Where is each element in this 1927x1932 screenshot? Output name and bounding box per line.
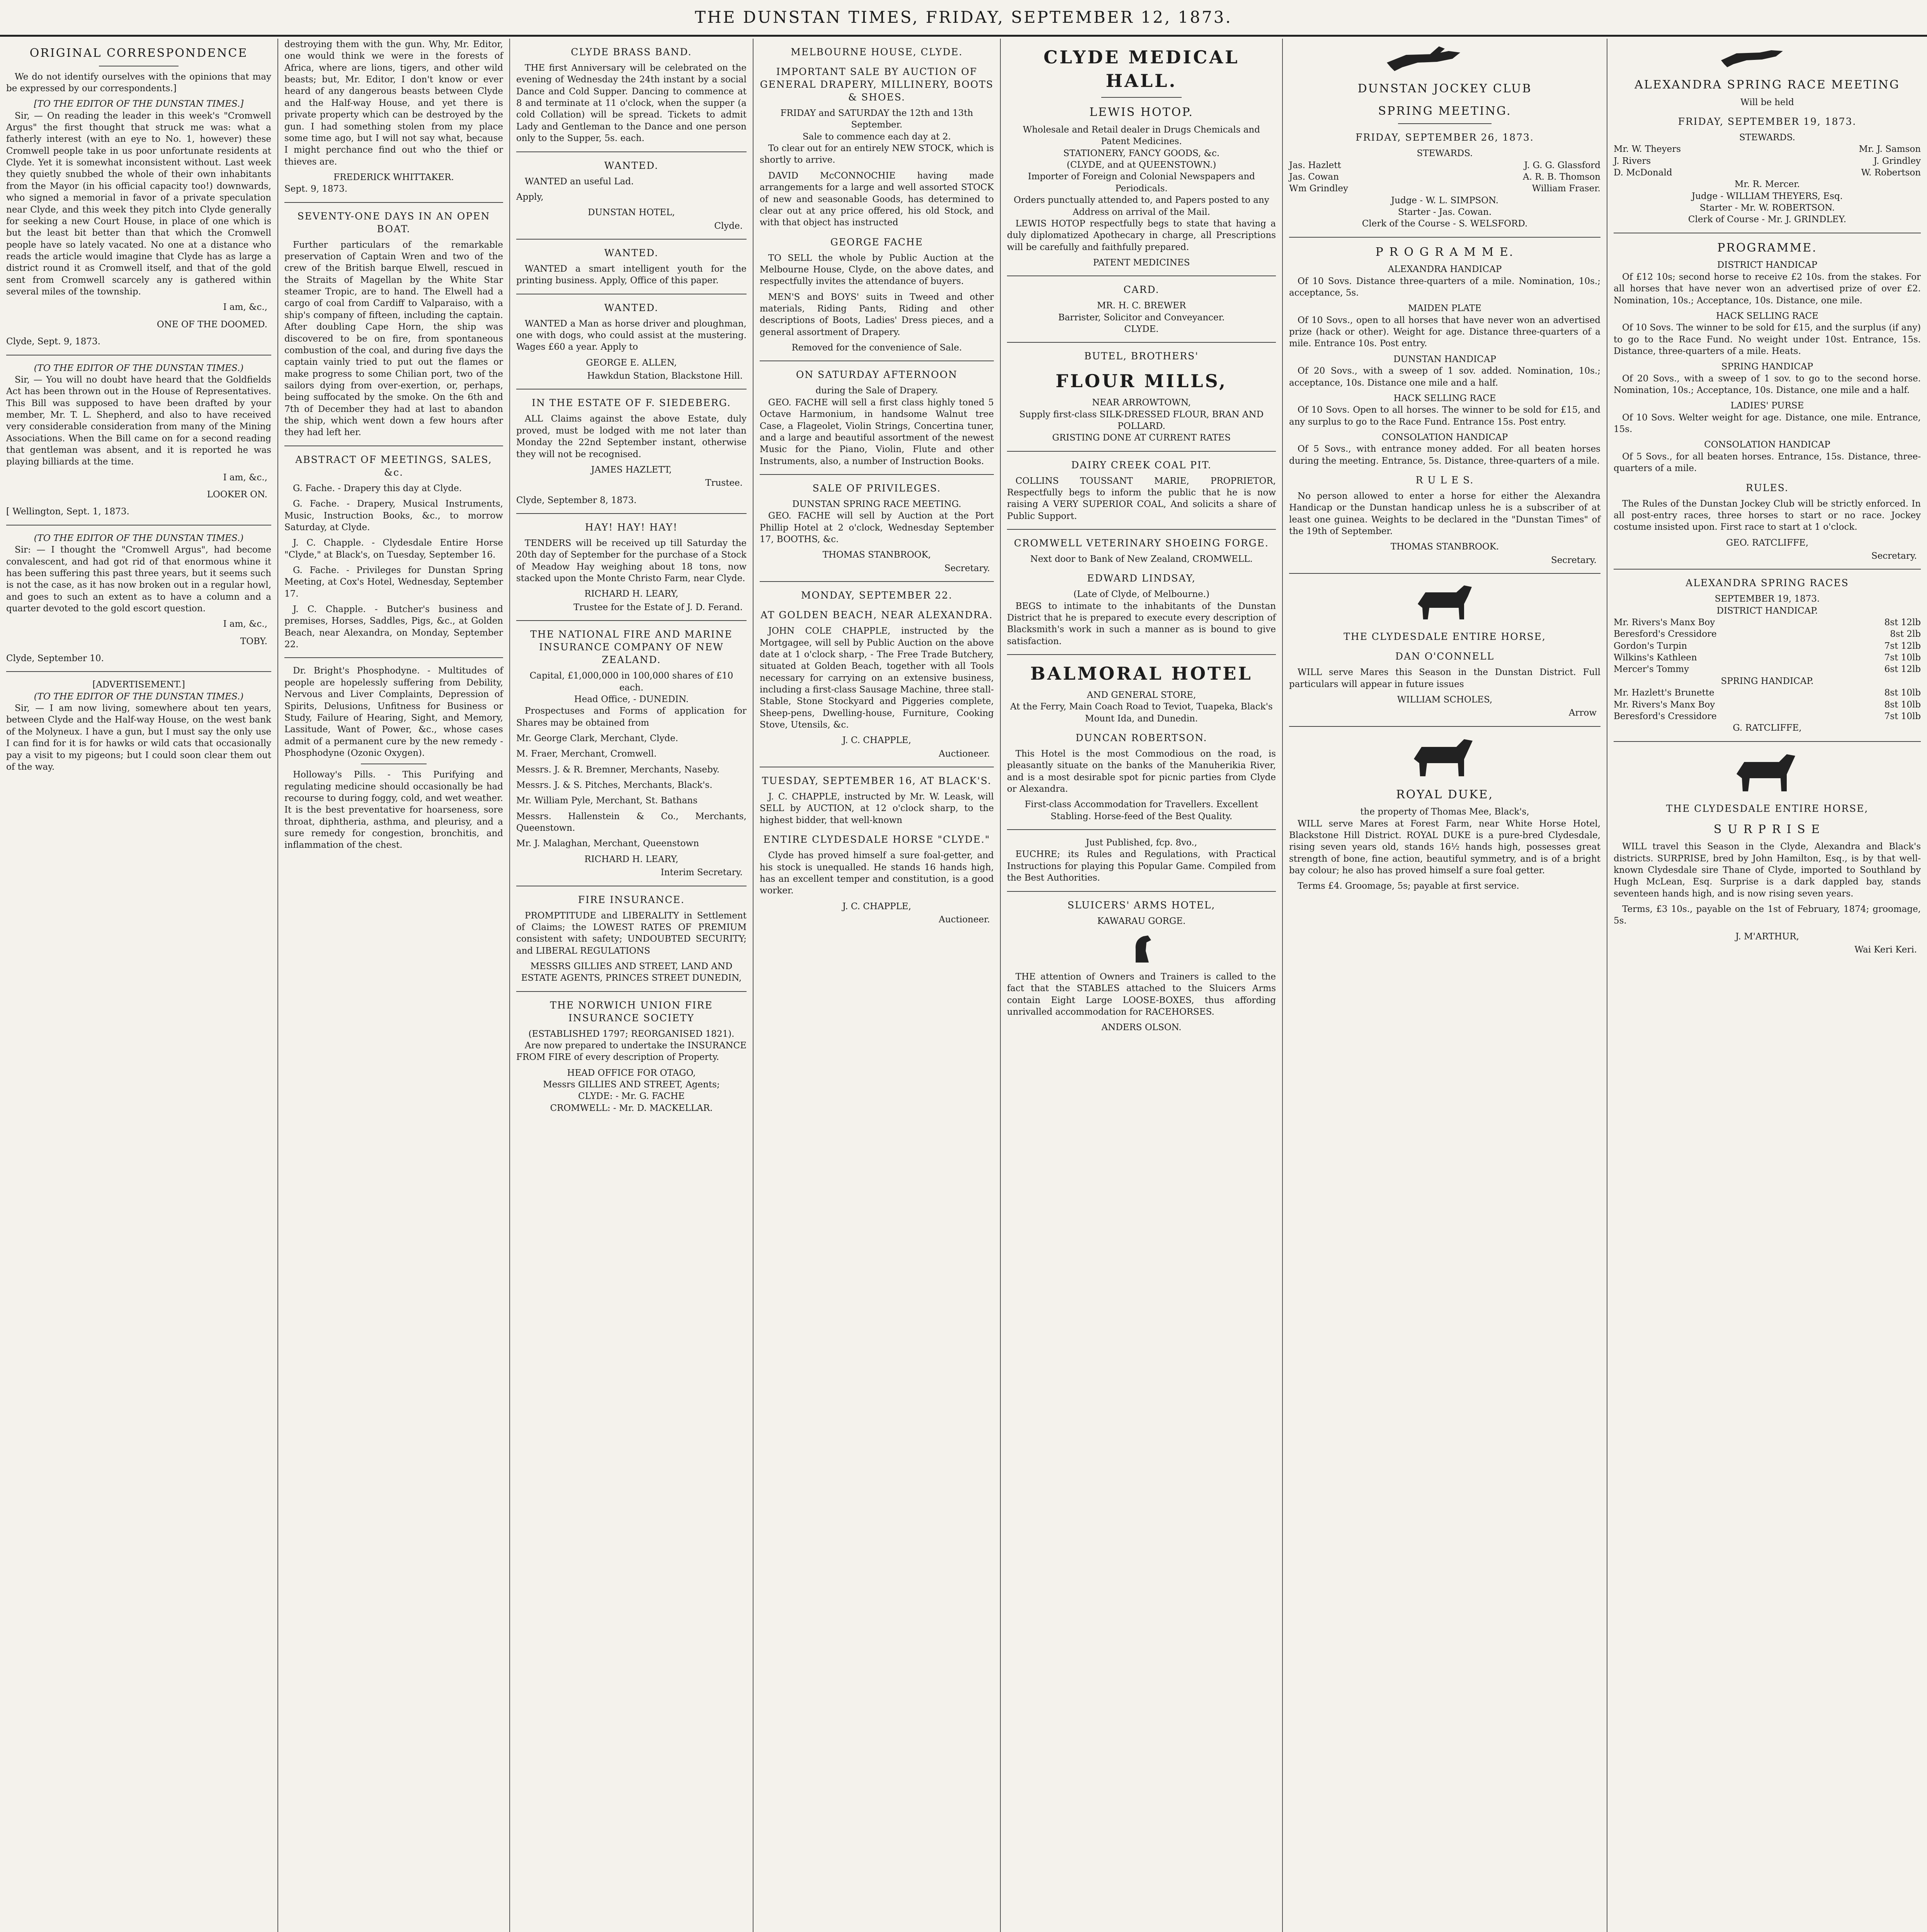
auctioneer-name: GEORGE FACHE [830,236,924,248]
letter-close: I am, &c., [223,302,267,313]
divider [760,474,994,475]
race-text: Of 20 Sovs., with a sweep of 1 sov. to go to the second horse. Nomination, 10s.; Acceptance, 10s. Distance, one mile and a half. [1614,373,1921,396]
entry-weight: 8st 12lb [1884,617,1921,628]
music-body: GEO. FACHE will sell a first class highly toned 5 Octave Harmonium, in handsome Walnut tree Case, a Flageolet, Violin Strings, Concertina tuner, and a large and beautiful assortment of the newest Music for the Piano, Violin, Flute and other Instruments, also, a number of Instruction Books. [760,397,994,466]
hotop-stationery: STATIONERY, FANCY GOODS, &c. [1063,148,1220,158]
masthead: THE DUNSTAN TIMES, FRIDAY, SEPTEMBER 12, 1873. [0,0,1927,37]
royal-duke-terms: Terms £4. Groomage, 5s; payable at first service. [1298,881,1519,891]
divider [1101,97,1182,98]
letter-close: I am, &c., [223,472,267,483]
brewer-place: CLYDE. [1124,324,1159,335]
hotop-sub: Wholesale and Retail dealer in Drugs Chemicals and Patent Medicines. [1023,125,1260,147]
entry-horse: Mr. Rivers's Manx Boy [1614,699,1715,710]
steward-extra: Mr. R. Mercer. [1734,179,1800,190]
divider [1007,529,1276,530]
handicap-entry [1614,640,1921,652]
coal-heading: DAIRY CREEK COAL PIT. [1071,459,1212,471]
race-text: Of 10 Sovs. Welter weight for age. Distance, one mile. Entrance, 15s. [1614,412,1921,435]
flour-heading: FLOUR MILLS, [1055,371,1228,392]
letter-body: Sir, — I am now living, somewhere about ten years, between Clyde and the Half-way House, on the west bank of the Molyneux. I have a gun, but I must say the only use I can find for it is for hawks or wild cats that occasionally pay a visit to my pigeons; but I could soon clear them out of the way. [6,703,271,772]
golden-heading: AT GOLDEN BEACH, NEAR ALEXANDRA. [760,609,993,621]
letter-date: [ Wellington, Sept. 1, 1873. [6,507,129,517]
horse-head-icon [1124,932,1159,966]
starter: Starter - Jas. Cowan. [1398,207,1492,217]
entry-weight: 8st 10lb [1884,688,1921,698]
jockey-heading: DUNSTAN JOCKEY CLUB [1357,82,1532,95]
hay-signature: RICHARD H. LEARY, [584,589,679,599]
surprise-signature: J. M'ARTHUR, [1735,931,1799,942]
letter-signature: TOBY. [240,636,267,646]
stewards-row [1289,183,1600,194]
abstract-item: G. Fache. - Drapery, Musical Instruments, Music, Instruction Books, &c., to morrow Saturday, at Clyde. [284,499,503,532]
hotel-body: This Hotel is the most Commodious on the road, is pleasantly situate on the banks of the Manuherikia River, and is a most desirable spot for picnic parties from Clyde or Alexandra. [1007,748,1276,794]
steward-name: William Fraser. [1532,184,1600,194]
insurance-role: Interim Secretary. [660,867,743,878]
norwich-heading: THE NORWICH UNION FIRE INSURANCE SOCIETY [550,999,713,1024]
race-text: Of 5 Sovs., for all beaten horses. Entrance, 15s. Distance, three-quarters of a mile. [1614,451,1921,474]
horse-signature: J. C. CHAPPLE, [842,901,912,912]
divider [516,620,747,621]
house-heading: MELBOURNE HOUSE, CLYDE. [791,46,963,58]
handicap-entry [1614,711,1921,722]
stewards-row [1614,167,1921,179]
race-name: ALEXANDRA HANDICAP [1388,264,1502,275]
hotop-place: (CLYDE, and at QUEENSTOWN.) [1066,160,1216,170]
insurance-heading: THE NATIONAL FIRE AND MARINE INSURANCE COMPANY OF NEW ZEALAND. [530,629,733,666]
section-heading: ORIGINAL CORRESPONDENCE [29,46,248,60]
entry-weight: 7st 10lb [1884,653,1921,663]
insurance-agent: Mr. J. Malaghan, Merchant, Queenstown [516,838,699,849]
holloway-pills-ad: Holloway's Pills. - This Purifying and regulating medicine should occasionally be had recourse to during foggy, cold, and wet weather. It is the best preventative for hoarseness, sore throat, diphtheria, asthma, and pleurisy, and a sure remedy for congestion, bronchitis, and inflammation of the chest. [284,770,503,850]
race-name: HACK SELLING RACE [1716,311,1819,321]
programme-heading: P R O G R A M M E. [1375,245,1514,259]
clerk: Clerk of the Course - S. WELSFORD. [1362,219,1528,229]
insurance-agent: Mr. George Clark, Merchant, Clyde. [516,733,679,743]
rules-body: The Rules of the Dunstan Jockey Club will be strictly enforced. In all post-entry races, three horses to start or no race. Jockey costume insisted upon. First race to start at 1 o'clock. [1614,498,1921,532]
insurance-agent: M. Fraer, Merchant, Cromwell. [516,749,657,759]
brewer-name: MR. H. C. BREWER [1097,301,1186,311]
column-auctions [753,39,1001,1932]
surprise-heading: THE CLYDESDALE ENTIRE HORSE, [1666,803,1869,814]
racehorse-icon [1371,43,1518,74]
norwich-office: HEAD OFFICE FOR OTAGO, [567,1068,696,1078]
race-name: CONSOLATION HANDICAP [1381,432,1508,442]
race-text: Of 10 Sovs., open to all horses that have never won an advertised prize (hack or other). Weight for age. Distance three-quarters of a mile. Entrance 10s. Post entry. [1289,315,1600,349]
insurance-signature: RICHARD H. LEARY, [584,854,679,864]
divider [1614,569,1921,570]
divider [1398,123,1492,124]
royal-duke-heading: ROYAL DUKE, [1396,787,1493,801]
steward-name: J. G. G. Glassford [1524,160,1600,170]
divider [284,657,503,658]
divider [516,513,747,514]
hotop-patent: PATENT MEDICINES [1093,257,1190,268]
entry-weight: 8st 10lb [1884,699,1921,710]
handicap-entry [1614,663,1921,675]
surprise-terms: Terms, £3 10s., payable on the 1st of February, 1874; groomage, 5s. [1614,904,1921,926]
steward-name: J. Grindley [1873,156,1921,166]
spring-heading: SPRING MEETING. [1378,104,1512,118]
letter-close: I am, &c., [223,619,267,629]
handicap-heading: SPRING HANDICAP. [1721,676,1814,686]
race-text: Of 5 Sovs., with entrance money added. For all beaten horses during the meeting. Entrance, 5s. Distance, three-quarters of a mile. [1289,444,1600,466]
handicap-entry [1614,699,1921,711]
divider [760,581,994,582]
sale-heading: IMPORTANT SALE BY AUCTION OF GENERAL DRAPERY, MILLINERY, BOOTS & SHOES. [760,66,994,103]
steward-name: J. Rivers [1614,156,1651,166]
entry-horse: Beresford's Cressidore [1614,629,1717,639]
clydesdale-place: Arrow [1568,708,1597,718]
privileges-signature: THOMAS STANBROOK, [822,550,931,560]
racehorse-icon [1709,43,1825,70]
rules-body: No person allowed to enter a horse for either the Alexandra Handicap or the Dunstan handicap unless he is a subscriber of at least one guinea. Weights to be declared in the "Dunstan Times" of the 19th of September. [1289,491,1600,537]
entry-horse: Mr. Hazlett's Brunette [1614,688,1714,698]
stewards-row [1289,160,1600,171]
surprise-name: S U R P R I S E [1713,822,1821,836]
wanted-heading: WANTED. [604,247,659,259]
estate-role: Trustee. [705,478,743,488]
race-name: HACK SELLING RACE [1393,393,1496,403]
norwich-clyde: CLYDE: - Mr. G. FACHE [578,1091,685,1102]
flour-body: Supply first-class SILK-DRESSED FLOUR, BRAN AND POLLARD. [1019,409,1264,431]
starter: Starter - Mr. W. ROBERTSON. [1699,203,1835,213]
divider [1289,726,1600,727]
entry-weight: 7st 12lb [1884,641,1921,651]
sluicers-sub: KAWARAU GORGE. [1097,916,1186,926]
divider [1007,451,1276,452]
insurance-capital: Capital, £1,000,000 in 100,000 shares of £10 each. [529,671,733,693]
royal-duke-body: WILL serve Mares at Forest Farm, near White Horse Hotel, Blackstone Hill District. ROYAL DUKE is a pure-bred Clydesdale, rising seven years old, stands 16½ hands high, possesses great strength of bone, fine action, beautiful symmetry, and is of a bright bay colour; he also has proved himself a sure foal getter. [1289,818,1600,876]
divider [284,202,503,203]
abstract-heading: ABSTRACT OF MEETINGS, SALES, &c. [295,454,492,478]
insurance-office: Head Office, - DUNEDIN. [574,694,689,704]
handicap-entry [1614,687,1921,699]
wanted-contact: GEORGE E. ALLEN, [586,357,677,368]
divider [516,991,747,992]
steward-name: Jas. Hazlett [1289,160,1341,170]
steward-name: Jas. Cowan [1289,172,1339,182]
handicap-entry [1614,652,1921,663]
sale-time: Sale to commence each day at 2. [802,131,951,142]
alexandra-heading: ALEXANDRA SPRING RACE MEETING [1634,78,1900,92]
entry-weight: 6st 12lb [1884,664,1921,675]
flour-gristing: GRISTING DONE AT CURRENT RATES [1052,433,1231,443]
hay-heading: HAY! HAY! HAY! [585,521,678,533]
advert-tag: [ADVERTISEMENT.] [92,680,185,690]
royal-duke-owner: the property of Thomas Mee, Black's, [1360,807,1529,817]
clydesdale-heading: THE CLYDESDALE ENTIRE HORSE, [1344,631,1546,643]
alexandra-date: FRIDAY, SEPTEMBER 19, 1873. [1678,116,1857,127]
letter-continuation: destroying them with the gun. Why, Mr. Editor, one would think we were in the forests of Africa, where are lions, tigers, and other wild beasts; but, Mr. Editor, I don't know or ever heard of any dangerous beasts between Clyde and the Half-way House, and yet there is private property which can be destroyed by the gun. I had something stolen from my place some time ago, but I will not say what, because I might perchance find out who the thief or thieves are. [284,39,503,167]
rules-role: Secretary. [1551,555,1597,565]
insurance-agent: Mr. William Pyle, Merchant, St. Bathans [516,796,698,806]
norwich-body: Are now prepared to undertake the INSURANCE FROM FIRE of every description of Property. [516,1041,747,1063]
rules-signature: THOMAS STANBROOK. [1390,542,1499,552]
handicap-entry [1614,617,1921,628]
fire-heading: FIRE INSURANCE. [578,894,685,905]
sale-body: DAVID McCONNOCHIE having made arrangements for a large and well assorted STOCK of new and seasonable Goods, has determined to clear out at any price offered, his old Stock, and with that object has instructed [760,170,994,228]
entry-horse: Beresford's Cressidore [1614,711,1717,721]
publication-body: EUCHRE; its Rules and Regulations, with Practical Instructions for playing this Popular Game. Compiled from the Best Authorities. [1007,849,1276,883]
insurance-agent: Messrs. Hallenstein & Co., Merchants, Queenstown. [516,811,747,833]
balmoral-heading: BALMORAL HOTEL [1030,663,1253,684]
entry-horse: Gordon's Turpin [1614,641,1687,651]
fire-body: PROMPTITUDE and LIBERALITY in Settlement of Claims; the LOWEST RATES OF PREMIUM consistent with safety; UNDOUBTED SECURITY; and LIBERAL REGULATIONS [516,910,747,956]
stewards-heading: STEWARDS. [1739,132,1795,143]
sluicers-body: THE attention of Owners and Trainers is called to the fact that the STABLES attached to the Sluicers Arms contain Eight Large LOOSE-BOXES, thus affording unrivalled accommodation for RACEHORSES. [1007,971,1276,1017]
divider [516,239,747,240]
handicap-signature: G. RATCLIFFE, [1733,723,1802,733]
wanted-body: WANTED a smart intelligent youth for the printing business. Apply, Office of this paper. [516,264,747,286]
divider [6,525,271,526]
story-body: Further particulars of the remarkable preservation of Captain Wren and two of the crew of the British barque Elwell, rescued in the Straits of Magellan by the White Star steamer Tropic, are to hand. The Elwell had a cargo of coal from Cardiff to Valparaiso, with a ship's company of fifteen, including the captain. After doubling Cape Horn, the ship was discovered to be on fire, from spontaneous combustion of the coal, and during five days the captain vainly tried to put out the flames or make progress to some Chilian port, two of the sailors dying from over-exertion, or, perhaps, being suffocated by the smoke. On the 6th and 7th of December they had at last to abandon the ship, which went down a few hours after they had left her. [284,240,503,438]
editor-note: We do not identify ourselves with the opinions that may be expressed by our correspondents.] [6,71,271,94]
race-name: LADIES' PURSE [1730,401,1804,411]
norwich-agents: Messrs GILLIES AND STREET, Agents; [543,1080,720,1090]
tuesday-body: J. C. CHAPPLE, instructed by Mr. W. Leask, will SELL by AUCTION, at 12 o'clock sharp, to the highest bidder, that well-known [760,792,994,825]
draught-horse-icon [1410,581,1480,623]
race-name: SPRING HANDICAP [1721,362,1813,372]
card-heading: CARD. [1123,284,1160,296]
stewards-row [1289,171,1600,183]
letter-to: (TO THE EDITOR OF THE DUNSTAN TIMES.) [34,363,244,373]
letter-date: Sept. 9, 1873. [284,184,348,194]
wanted-place: Clyde. [714,221,743,231]
handicap-entry [1614,628,1921,640]
estate-date: Clyde, September 8, 1873. [516,495,637,505]
divider [6,671,271,672]
entry-horse: Mercer's Tommy [1614,664,1689,675]
vet-body: BEGS to intimate to the inhabitants of the Dunstan District that he is prepared to execute every description of Blacksmith's work in such a manner as is bound to give satisfaction. [1007,601,1276,646]
letter-signature: ONE OF THE DOOMED. [156,319,267,330]
column-news [278,39,510,1932]
rules-role: Secretary. [1871,551,1917,561]
rules-heading: RULES. [1746,482,1789,493]
draught-horse-icon [1406,734,1483,780]
abstract-item: G. Fache. - Drapery this day at Clyde. [293,483,462,493]
insurance-agent: Messrs. J. & S. Pitches, Merchants, Black's. [516,780,713,791]
divider [1007,342,1276,343]
abstract-item: G. Fache. - Privileges for Dunstan Spring Meeting, at Cox's Hotel, Wednesday, September 17. [284,565,503,599]
surprise-place: Wai Keri Keri. [1854,945,1917,955]
steward-name: Mr. J. Samson [1859,144,1921,155]
letter-to: [TO THE EDITOR OF THE DUNSTAN TIMES.] [34,99,244,109]
race-name: DUNSTAN HANDICAP [1393,354,1496,364]
wanted-body: WANTED an useful Lad. [525,176,634,187]
privileges-role: Secretary. [944,563,990,573]
letter-to: (TO THE EDITOR OF THE DUNSTAN TIMES.) [34,691,244,702]
estate-body: ALL Claims against the above Estate, duly proved, must be lodged with me not later than Monday the 22nd September instant, otherwise they will not be recognised. [516,414,747,459]
privileges-body: GEO. FACHE will sell by Auction at the Port Phillip Hotel at 2 o'clock, Wednesday September 17, BOOTHS, &c. [760,511,994,545]
divider [1007,829,1276,830]
band-body: THE first Anniversary will be celebrated on the evening of Wednesday the 24th instant by a social Dance and Cold Supper. Dancing to commence at 8 and terminate at 11 o'clock, when the supper (a cold Collation) will be spread. Tickets to admit Lady and Gentleman to the Dance and one person only to the Supper, 5s. each. [516,63,747,144]
vet-name: EDWARD LINDSAY, [1087,573,1196,584]
letter-body: Sir, — You will no doubt have heard that the Goldfields Act has been thrown out in the House of Representatives. This Bill was supposed to have been drafted by your member, Mr. T. L. Shepherd, and also to have received very considerable consideration from many of the Mining Associations. When the Bill came on for a second reading that gentleman was absent, and it is reported he was playing billiards at the time. [6,374,271,467]
column-jockey-club [1283,39,1607,1932]
column-alexandra-races [1607,39,1927,1932]
letter-date: Clyde, September 10. [6,653,104,664]
vet-sub: Next door to Bank of New Zealand, CROMWELL. [1030,554,1253,565]
judge: Judge - W. L. SIMPSON. [1391,195,1499,206]
norwich-established: (ESTABLISHED 1797; REORGANISED 1821). [528,1029,735,1039]
divider [516,151,747,152]
golden-body: JOHN COLE CHAPPLE, instructed by the Mortgagee, will sell by Public Auction on the above date at 1 o'clock sharp, - The Free Trade Butchery, situated at Golden Beach, together with all Tools necessary for carrying on an extensive business, including a first-class Sausage Machine, three stall-Stable, Stone Stockyard and Piggeries complete, Sheep-pens, Dwelling-house, Furniture, Cooking Stove, Utensils, &c. [760,626,994,730]
band-heading: CLYDE BRASS BAND. [571,46,692,58]
divider [1289,237,1600,238]
wanted-contact: DUNSTAN HOTEL, [588,207,675,218]
stewards-row [1614,155,1921,167]
publication-heading: Just Published, fcp. 8vo., [1085,838,1197,848]
story-heading: SEVENTY-ONE DAYS IN AN OPEN BOAT. [297,210,490,235]
butel-heading: BUTEL, BROTHERS' [1084,350,1199,362]
judge: Judge - WILLIAM THEYERS, Esq. [1692,191,1843,201]
flour-place: NEAR ARROWTOWN, [1092,398,1191,408]
clydesdale-signature: WILLIAM SCHOLES, [1397,694,1493,705]
letter-body: Sir: — I thought the "Cromwell Argus", had become convalescent, and had got rid of that enormous whine it has been suffering this past three years, but it seems such is not the case, as it has now broken out in a regular howl, and goes to such an extent as to have a column and a quarter devoted to the gold escort question. [6,545,271,614]
horse-role: Auctioneer. [939,914,990,925]
steward-name: W. Robertson [1861,168,1921,178]
estate-signature: JAMES HAZLETT, [591,464,672,475]
privileges-sub: DUNSTAN SPRING RACE MEETING. [792,499,961,509]
clydesdale-body: WILL serve Mares this Season in the Dunstan District. Full particulars will appear in future issues [1289,667,1600,689]
proprietor-name: DUNCAN ROBERTSON. [1075,732,1208,743]
letter-date: Clyde, Sept. 9, 1873. [6,337,100,347]
steward-name: Wm Grindley [1289,184,1348,194]
alexandra-sub: Will be held [1740,97,1794,107]
brewer-role: Barrister, Solicitor and Conveyancer. [1058,312,1225,323]
privileges-heading: SALE OF PRIVILEGES. [812,482,941,494]
wanted-body: WANTED a Man as horse driver and ploughman, one with dogs, who could assist at the mustering. Wages £60 a year. Apply to [516,318,747,352]
divider [1007,654,1276,655]
column-correspondence [0,39,278,1932]
balmoral-body: At the Ferry, Main Coach Road to Teviot, Tuapeka, Black's Mount Ida, and Dunedin. [1010,702,1273,724]
letter-to: (TO THE EDITOR OF THE DUNSTAN TIMES.) [34,533,244,543]
race-text: Of £12 10s; second horse to receive £2 10s. from the stakes. For all horses that have never won an advertised prize of over £2. Nomination, 10s.; Acceptance, 10s. Distance, one mile. [1614,272,1921,306]
goods-body: MEN'S and BOYS' suits in Tweed and other materials, Riding Pants, Riding and other descriptions of Boots, Ladies' Dress pieces, and a general assortment of Drapery. [760,292,994,337]
abstract-item: J. C. Chapple. - Butcher's business and premises, Horses, Saddles, Pigs, &c., at Golden Beach, near Alexandra, on Monday, September 22. [284,604,503,650]
draught-horse-icon [1729,749,1806,795]
clydesdale-name: DAN O'CONNELL [1395,651,1495,662]
wanted-place: Hawkdun Station, Blackstone Hill. [587,371,743,381]
race-text: Of 20 Sovs., with a sweep of 1 sov. added. Nomination, 10s.; acceptance, 10s. Distance one mile and a half. [1289,366,1600,388]
entry-weight: 7st 10lb [1884,711,1921,721]
alexandra-races-heading: ALEXANDRA SPRING RACES [1685,577,1849,589]
vet-late: (Late of Clyde, of Melbourne.) [1073,589,1209,600]
horse-heading: ENTIRE CLYDESDALE HORSE "CLYDE." [763,834,990,845]
insurance-agent: Messrs. J. & R. Bremner, Merchants, Naseby. [516,764,720,775]
monday-heading: MONDAY, SEPTEMBER 22. [801,590,953,601]
letter-signature: FREDERICK WHITTAKER. [333,172,454,182]
wanted-heading: WANTED. [604,160,659,171]
sluicers-heading: SLUICERS' ARMS HOTEL, [1067,899,1216,911]
race-name: CONSOLATION HANDICAP [1704,440,1830,450]
sale-dates: FRIDAY and SATURDAY the 12th and 13th September. [780,108,973,130]
norwich-cromwell: CROMWELL: - Mr. D. MACKELLAR. [550,1103,713,1113]
golden-signature: J. C. CHAPPLE, [842,735,912,746]
wanted-heading: WANTED. [604,302,659,313]
balmoral-sub: AND GENERAL STORE, [1087,690,1196,700]
wanted-apply: Apply, [516,192,544,202]
auction-body: TO SELL the whole by Public Auction at the Melbourne House, Clyde, on the above dates, and respectfully invites the attendance of buyers. [760,253,994,287]
steward-name: Mr. W. Theyers [1614,144,1681,155]
hay-role: Trustee for the Estate of J. D. Ferand. [573,602,743,612]
column-adverts-a [510,39,753,1932]
removed-note: Removed for the convenience of Sale. [791,343,962,353]
clerk: Clerk of Course - Mr. J. GRINDLEY. [1688,214,1847,225]
estate-heading: IN THE ESTATE OF F. SIEDEBERG. [532,397,731,409]
hotel-accommodation: First-class Accommodation for Travellers. Excellent Stabling. Horse-feed of the Best Quality. [1024,799,1259,821]
race-text: Of 10 Sovs. Distance three-quarters of a mile. Nomination, 10s.; acceptance, 5s. [1289,276,1600,298]
horse-body: Clyde has proved himself a sure foal-getter, and his stock is unequalled. He stands 16 hands high, has an excellent temper and constitution, is a good worker. [760,850,994,896]
alexandra-races-date: SEPTEMBER 19, 1873. [1714,594,1820,604]
hotop-body: LEWIS HOTOP respectfully begs to state that having a duly diplomatized Apothecary in charge, all Prescriptions will be carefully and faithfully prepared. [1007,218,1276,252]
steward-name: A. R. B. Thomson [1523,172,1600,182]
programme-heading: PROGRAMME. [1717,241,1817,255]
rules-heading: R U L E S. [1415,474,1474,486]
race-name: DISTRICT HANDICAP [1717,260,1818,270]
hotop-import: Importer of Foreign and Colonial Newspapers and Periodicals. [1028,172,1255,194]
letter-body: Sir, — On reading the leader in this week's "Cromwell Argus" the first thought that struck me was: what a fatherly interest (with an eye to No. 1, however) these Cromwell people take in us poor unfortunate residents at Clyde. Yet it is somewhat inconsistent without. Last week they quietly snubbed the whole of their own inhabitants from the Mayor (in his official capacity too!) downwards, who signed a memorial in favor of a private speculation near Clyde, and this week they pitch into Clyde generally for seeking a new Court House, in place of one which is but the least bit better than that which the Cromwell people have so lately vacated. No one at a distance who reads the article would imagine that Clyde has as large a district round it as Cromwell itself, and that of the gold sent from Cromwell scarcely any is gathered within several miles of the township. [6,111,271,297]
saturday-sub: during the Sale of Drapery. [815,386,938,396]
letter-signature: LOOKER ON. [207,490,267,500]
golden-role: Auctioneer. [939,748,990,759]
saturday-heading: ON SATURDAY AFTERNOON [796,369,958,381]
entry-horse: Wilkins's Kathleen [1614,653,1697,663]
stewards-heading: STEWARDS. [1417,148,1473,159]
coal-body: COLLINS TOUSSANT MARIE, PROPRIETOR, Respectfully begs to inform the public that he is now raising A VERY SUPERIOR COAL, And solicits a share of Public Support. [1007,476,1276,521]
divider [1614,741,1921,742]
hotop-heading: LEWIS HOTOP. [1089,105,1194,119]
sluicers-signature: ANDERS OLSON. [1101,1022,1182,1033]
abstract-item: J. C. Chapple. - Clydesdale Entire Horse "Clyde," at Black's, on Tuesday, September 16. [284,538,503,560]
hall-heading: CLYDE MEDICAL HALL. [1043,47,1240,91]
column-adverts-b [1001,39,1283,1932]
hotop-orders: Orders punctually attended to, and Papers posted to any Address on arrival of the Mail. [1014,195,1269,217]
surprise-body: WILL travel this Season in the Clyde, Alexandra and Black's districts. SURPRISE, bred by John Hamilton, Esq., is by that well-known Clydesdale sire Thane of Clyde, imported to Southland by Hugh McLean, Esq. Surprise is a dark dappled bay, stands seventeen hands high, and is now rising seven years. [1614,842,1921,899]
race-text: Of 10 Sovs. The winner to be sold for £15, and the surplus (if any) to go to the Race Fund. No weight under 10st. Entrance, 15s. Distance, three-quarters of a mile. Heats. [1614,323,1921,356]
tuesday-heading: TUESDAY, SEPTEMBER 16, AT BLACK'S. [762,775,992,787]
steward-name: D. McDonald [1614,168,1672,178]
bright-phosphodyne-ad: Dr. Bright's Phosphodyne. - Multitudes of people are hopelessly suffering from Debility, Nervous and Liver Complaints, Depression of Spirits, Delusions, Unfitness for Business or Study, Failure of Hearing, Sight, and Memory, Lassitude, Want of Power, &c., whose cases admit of a permanent cure by the new remedy - Phosphodyne (Ozonic Oxygen). [284,666,503,758]
meeting-date: FRIDAY, SEPTEMBER 26, 1873. [1356,132,1534,143]
rules-signature: GEO. RATCLIFFE, [1726,537,1809,548]
handicap-heading: DISTRICT HANDICAP. [1716,605,1818,616]
sale-note: To clear out for an entirely NEW STOCK, which is shortly to arrive. [760,143,994,165]
divider [1007,891,1276,892]
race-name: MAIDEN PLATE [1408,303,1482,314]
fire-agents: MESSRS GILLIES AND STREET, LAND AND ESTATE AGENTS, PRINCES STREET DUNEDIN, [521,961,742,983]
divider [1289,573,1600,574]
stewards-row [1614,143,1921,155]
entry-weight: 8st 2lb [1890,629,1921,639]
vet-heading: CROMWELL VETERINARY SHOEING FORGE. [1014,537,1269,549]
entry-horse: Mr. Rivers's Manx Boy [1614,617,1715,628]
hay-body: TENDERS will be received up till Saturday the 20th day of September for the purchase of a Stock of Meadow Hay weighing about 18 tons, now stacked upon the Monte Christo Farm, near Clyde. [516,538,747,584]
race-text: Of 10 Sovs. Open to all horses. The winner to be sold for £15, and any surplus to go to the Race Fund. Entrance 15s. Post entry. [1289,405,1600,427]
insurance-body: Prospectuses and Forms of application for Shares may be obtained from [516,706,747,728]
